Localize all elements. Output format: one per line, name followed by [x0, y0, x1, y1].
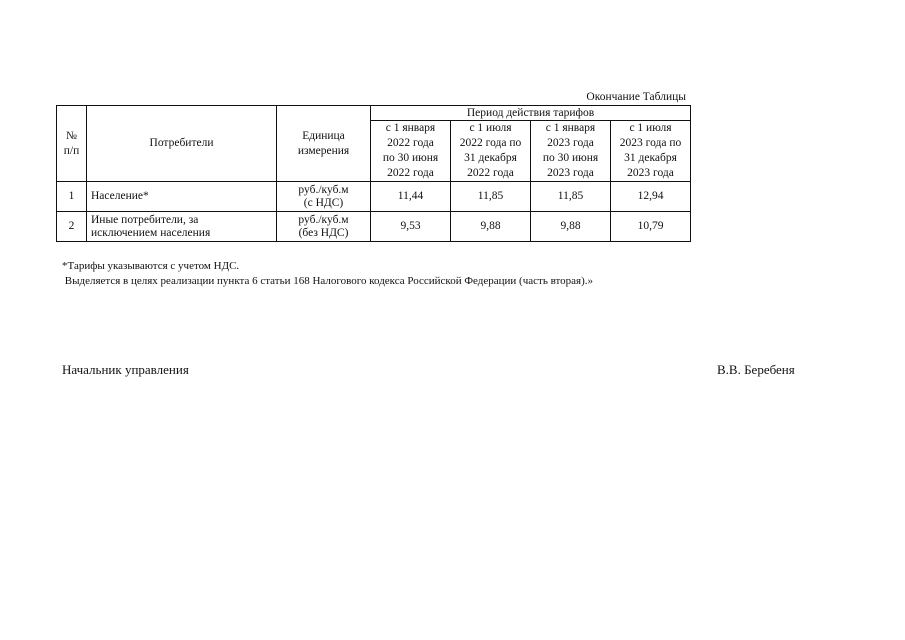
- footnotes: [62, 259, 593, 289]
- row-value: 10,79: [611, 212, 691, 242]
- row-unit: руб./куб.м (с НДС): [277, 182, 371, 212]
- header-period-group: Период действия тарифов: [371, 106, 691, 121]
- row-value: 9,53: [371, 212, 451, 242]
- row-unit: руб./куб.м (без НДС): [277, 212, 371, 242]
- footnote-vat: *Тарифы указываются с учетом НДС.: [62, 260, 240, 272]
- header-unit: Единица измерения: [277, 106, 371, 182]
- row-value: 12,94: [611, 182, 691, 212]
- row-value: 11,44: [371, 182, 451, 212]
- row-number: 2: [57, 212, 87, 242]
- row-consumer: Население*: [87, 182, 277, 212]
- row-value: 9,88: [451, 212, 531, 242]
- table-caption: Окончание Таблицы: [586, 91, 686, 103]
- row-value: 9,88: [531, 212, 611, 242]
- header-consumers: Потребители: [87, 106, 277, 182]
- signature-name: В.В. Беребеня: [717, 362, 795, 377]
- signature-position: Начальник управления: [62, 362, 189, 377]
- row-consumer: Иные потребители, за исключением населения: [87, 212, 277, 242]
- header-number: № п/п: [57, 106, 87, 182]
- row-value: 11,85: [451, 182, 531, 212]
- table-row: [57, 182, 691, 212]
- tariff-table: [56, 105, 691, 242]
- header-period-3: с 1 января 2023 года по 30 июня 2023 года: [531, 121, 611, 182]
- row-value: 11,85: [531, 182, 611, 212]
- table-row: [57, 212, 691, 242]
- footnote-tax-code: Выделяется в целях реализации пункта 6 статьи 168 Налогового кодекса Российской Федерации (часть вторая).»: [62, 275, 594, 287]
- row-number: 1: [57, 182, 87, 212]
- header-period-4: с 1 июля 2023 года по 31 декабря 2023 года: [611, 121, 691, 182]
- header-period-1: с 1 января 2022 года по 30 июня 2022 года: [371, 121, 451, 182]
- header-period-2: с 1 июля 2022 года по 31 декабря 2022 года: [451, 121, 531, 182]
